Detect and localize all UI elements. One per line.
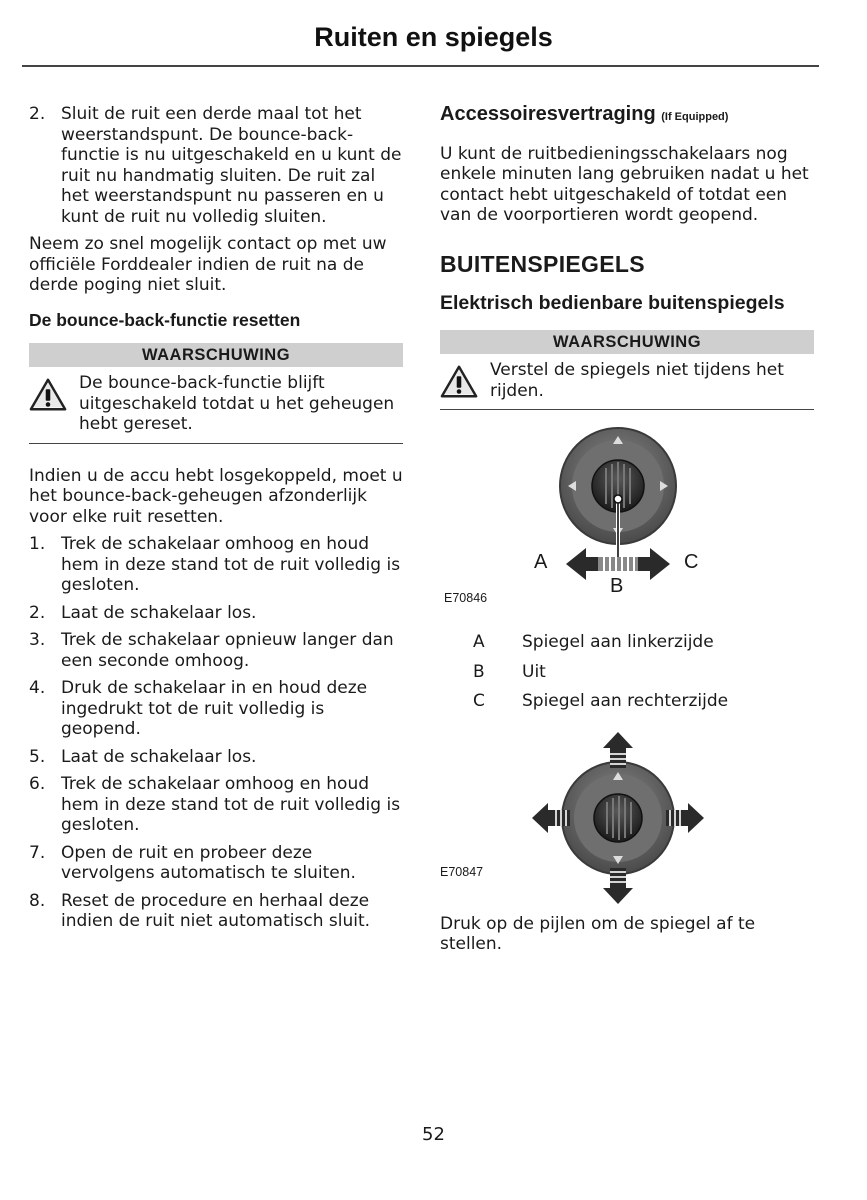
legend-key: C <box>473 691 485 711</box>
paragraph-battery: Indien u de accu hebt losgekoppeld, moet u het bounce-back-geheugen afzonderlijk voor elke ruit resetten. <box>29 465 403 527</box>
step-number: 5. <box>29 746 46 767</box>
step-text: Druk de schakelaar in en houd deze ingedrukt tot de ruit volledig is geopend. <box>61 678 368 739</box>
step-text: Laat de schakelaar los. <box>61 602 257 623</box>
step-number: 1. <box>29 534 46 554</box>
figure-mirror-adjust <box>440 732 814 906</box>
list-item <box>29 603 403 624</box>
adjust-instruction: Druk op de pijlen om de spiegel af te stellen. <box>440 913 756 954</box>
list-item <box>29 630 403 671</box>
step-list <box>29 534 403 932</box>
warning-text: De bounce-back-functie blijft uitgeschakeld totdat u het geheugen hebt gereset. <box>79 373 395 434</box>
legend-row <box>440 662 814 683</box>
right-column <box>440 104 814 962</box>
list-item <box>29 843 403 884</box>
warning-title: WAARSCHUWING <box>440 330 814 354</box>
list-item <box>29 678 403 740</box>
step-text: Trek de schakelaar omhoog en houd hem in deze stand tot de ruit volledig is gesloten. <box>61 534 401 595</box>
accessory-text: U kunt de ruitbedieningsschakelaars nog enkele minuten lang gebruiken nadat u het contact hebt uitgeschakeld of totdat een van de voorportieren wordt geopend. <box>440 143 809 225</box>
accessory-heading <box>440 104 814 128</box>
list-item <box>29 747 403 768</box>
step-text: Reset de procedure en herhaal deze indien de ruit niet automatisch sluit. <box>61 890 371 931</box>
if-equipped-note: (If Equipped) <box>661 111 729 123</box>
paragraph-contact: Neem zo snel mogelijk contact op met uw officiële Forddealer indien de ruit na de derde poging niet sluit. <box>29 234 387 295</box>
list-item <box>29 774 403 836</box>
legend-value: Spiegel aan rechterzijde <box>522 691 729 711</box>
label-c: C <box>684 551 699 573</box>
warning-triangle-icon <box>29 377 67 413</box>
step-list-top <box>29 104 403 227</box>
step-text: Sluit de ruit een derde maal tot het weerstandspunt. De bounce-back-functie is nu uitgeschakeld en u kunt de ruit nu handmatig sluiten. De ruit zal het weerstandspunt nu passeren en u kunt de ruit nu volledig sluiten. <box>61 104 402 227</box>
step-number: 4. <box>29 678 46 698</box>
legend-row <box>440 691 814 712</box>
accessory-heading-text: Accessoiresvertraging <box>440 103 656 125</box>
legend-row <box>440 632 814 653</box>
legend-key: B <box>473 661 485 682</box>
figure-id: E70846 <box>444 591 488 605</box>
step-text: Trek de schakelaar omhoog en houd hem in deze stand tot de ruit volledig is gesloten. <box>61 774 401 835</box>
step-number: 7. <box>29 842 46 863</box>
page-number: 52 <box>422 1124 445 1145</box>
label-a: A <box>534 551 548 573</box>
warning-title: WAARSCHUWING <box>29 343 403 367</box>
title-divider <box>22 65 819 67</box>
step-number: 2. <box>29 602 46 623</box>
legend-key: A <box>473 632 485 652</box>
legend-value: Spiegel aan linkerzijde <box>522 632 714 652</box>
step-number: 2. <box>29 104 46 124</box>
list-item <box>29 534 403 596</box>
figure-mirror-selector <box>440 424 814 622</box>
step-text: Laat de schakelaar los. <box>61 746 257 767</box>
step-text: Open de ruit en probeer deze vervolgens automatisch te sluiten. <box>61 842 356 883</box>
warning-text: Verstel de spiegels niet tijdens het rijden. <box>490 360 784 401</box>
reset-heading: De bounce-back-functie resetten <box>29 309 301 330</box>
list-item <box>29 104 403 227</box>
sub-heading: Elektrisch bedienbare buitenspiegels <box>440 292 785 314</box>
step-number: 6. <box>29 774 46 794</box>
mirror-selector-illustration <box>440 424 814 622</box>
label-b: B <box>610 575 624 597</box>
warning-box <box>440 354 814 410</box>
warning-triangle-icon <box>440 364 478 400</box>
mirror-adjust-illustration <box>440 732 814 906</box>
figure-id: E70847 <box>440 864 484 879</box>
page-title: Ruiten en spiegels <box>314 22 553 52</box>
step-number: 3. <box>29 630 46 650</box>
warning-box <box>29 367 403 444</box>
list-item <box>29 891 403 932</box>
step-number: 8. <box>29 890 46 911</box>
legend <box>440 632 814 712</box>
legend-value: Uit <box>522 661 546 682</box>
left-column <box>29 104 403 939</box>
section-heading: BUITENSPIEGELS <box>440 250 645 277</box>
step-text: Trek de schakelaar opnieuw langer dan een seconde omhoog. <box>61 630 394 671</box>
